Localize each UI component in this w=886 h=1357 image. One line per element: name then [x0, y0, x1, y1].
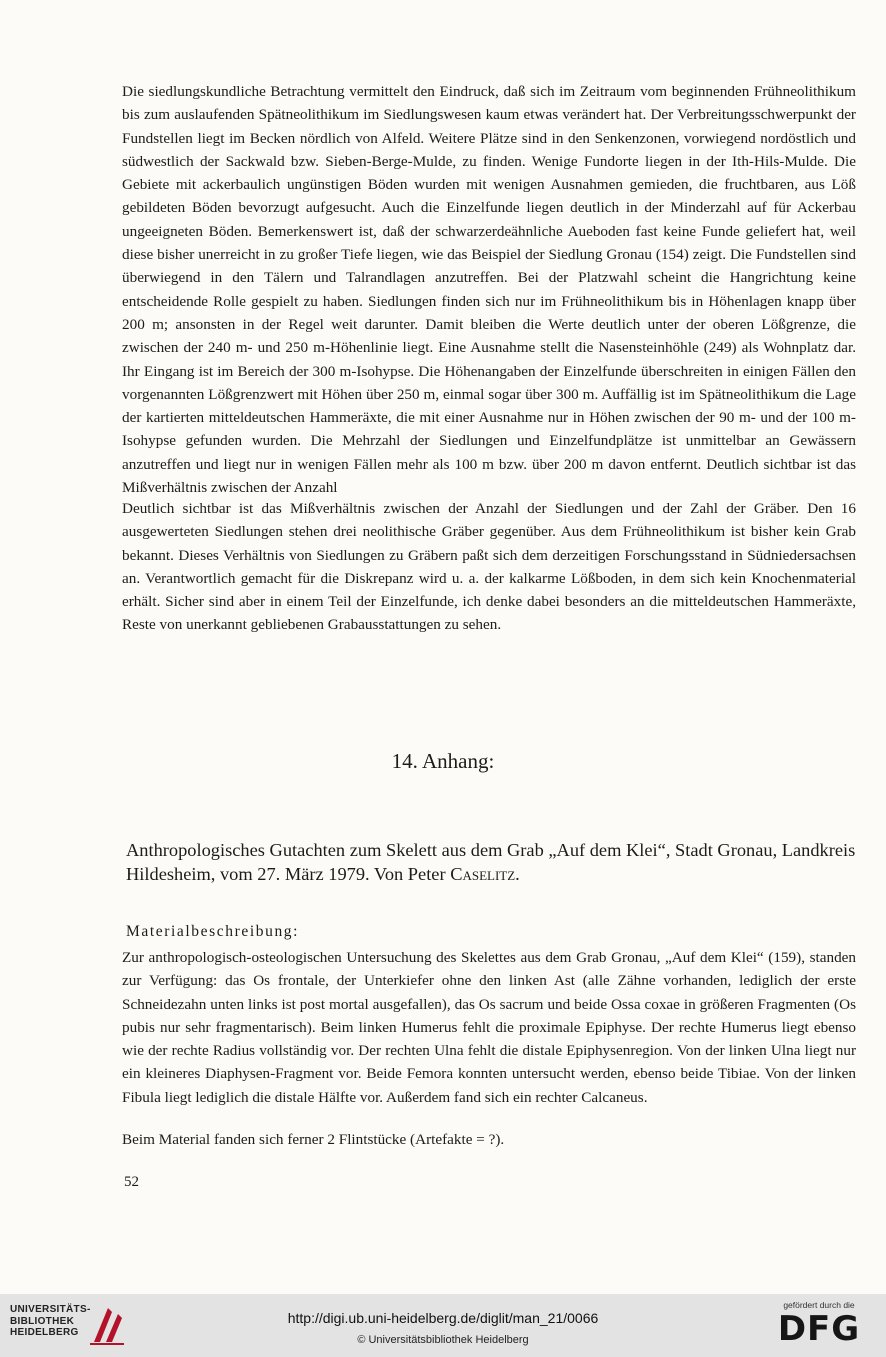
copyright-notice: © Universitätsbibliothek Heidelberg	[357, 1334, 529, 1346]
body-paragraph-2	[122, 497, 856, 637]
library-name-line: HEIDELBERG	[10, 1327, 79, 1338]
body-paragraph-4	[122, 1128, 856, 1151]
page-number: 52	[124, 1174, 139, 1190]
library-name-line: UNIVERSITÄTS-	[10, 1304, 91, 1315]
funding-note: gefördert durch die	[783, 1300, 855, 1310]
paragraph-text: Beim Material fanden sich ferner 2 Flintstücke (Artefakte = ?).	[122, 1131, 505, 1148]
paragraph-text: Deutlich sichtbar ist das Mißverhältnis zwischen der Anzahl der Siedlungen und der Zahl der Gräber. Den 16 ausgewerteten Siedlungen stehen drei neolithische Gräber gegenüber. Aus dem Frühneolithikum ist bisher kein Grab bekannt. Dieses Verhältnis von Siedlungen zu Gräbern paßt sich dem derzeitigen Forschungsstand in Südniedersachsen an. Verantwortlich gemacht für die Diskrepanz wird u. a. der kalkarme Lößboden, in dem sich kein Knochenmaterial erhält. Sicher sind aber in einem Teil der Einzelfunde, ich denke dabei besonders an die mitteldeutschen Hammeräxte, Reste von unerkannt gebliebenen Grabausstattungen zu sehen.	[122, 500, 856, 634]
subtitle-text: Anthropologisches Gutachten zum Skelett aus dem Grab „Auf dem Klei“, Stadt Gronau, Landkreis Hildesheim, vom 27. März 1979. Von Peter	[126, 840, 856, 884]
body-paragraph-3	[122, 946, 856, 1109]
subtitle-author: Caselitz.	[450, 864, 520, 884]
library-name-line: BIBLIOTHEK	[10, 1315, 75, 1327]
funding-logo	[764, 1300, 874, 1348]
appendix-subtitle	[126, 838, 866, 886]
paragraph-text: Zur anthropologisch-osteologischen Untersuchung des Skelettes aus dem Grab Gronau, „Auf dem Klei“ (159), standen zur Verfügung: das Os frontale, der Unterkiefer ohne den linken Ast (alle Zähne vorhanden, lediglich der erste Schneidezahn unten links ist post mortal ausgefallen), das Os sacrum und beide Ossa coxae in größeren Fragmenten (Os pubis nur sehr fragmentarisch). Beim linken Humerus fehlt die proximale Epiphyse. Der rechte Humerus liegt ebenso wie der rechte Radius vollständig vor. Der rechten Ulna fehlt die distale Epiphysenregion. Von der linken Ulna liegt nur ein kleineres Diaphysen-Fragment vor. Beide Femora konnten untersucht werden, ebenso beide Tibiae. Von der linken Fibula liegt lediglich die distale Hälfte vor. Außerdem fand sich ein rechter Calcaneus.	[122, 949, 856, 1106]
material-label: Materialbeschreibung:	[126, 923, 300, 940]
document-url-link[interactable]: http://digi.ub.uni-heidelberg.de/diglit/man_21/0066	[287, 1310, 599, 1326]
dfg-logo-text: DFG	[777, 1309, 861, 1349]
viewer-footer	[0, 1294, 886, 1357]
section-heading: 14. Anhang:	[391, 749, 495, 773]
body-paragraph-1	[122, 80, 856, 499]
paragraph-text: Die siedlungskundliche Betrachtung vermittelt den Eindruck, daß sich im Zeitraum vom beginnenden Frühneolithikum bis zum auslaufenden Spätneolithikum im Siedlungswesen kaum etwas verändert hat. Der Verbreitungsschwerpunkt der Fundstellen liegt im Becken nördlich von Alfeld. Weitere Plätze sind in den Senkenzonen, vorwiegend nordöstlich und südwestlich der Sackwald bzw. Sieben-Berge-Mulde, zu finden. Wenige Fundorte liegen in der Ith-Hils-Mulde. Die Gebiete mit ackerbaulich ungünstigen Böden wurden mit wenigen Ausnahmen gemieden, die fruchtbaren, aus Löß gebildeten Böden bevorzugt aufgesucht. Auch die Einzelfunde liegen deutlich in der Minderzahl auf für Ackerbau ungeeigneten Böden. Bemerkenswert ist, daß der schwarzerdeähnliche Aueboden fast keine Funde geliefert hat, weil diese bisher unerreicht in zu großer Tiefe liegen, wie das Beispiel der Siedlung Gronau (154) zeigt. Die Fundstellen sind überwiegend in den Tälern und Talrandlagen anzutreffen. Bei der Platzwahl scheint die Hangrichtung keine entscheidende Rolle gespielt zu haben. Siedlungen finden sich nur im Frühneolithikum bis in Höhenlagen knapp über 200 m; ansonsten in der Regel weit darunter. Damit bleiben die Werte deutlich unter der oberen Lößgrenze, die zwischen der 240 m- und 250 m-Höhenlinie liegt. Eine Ausnahme stellt die Nasensteinhöhle (249) als Wohnplatz dar. Ihr Eingang ist im Bereich der 300 m-Isohypse. Die Höhenangaben der Einzelfunde überschreiten in einigen Fällen den vorgenannten Lößgrenzwert mit Höhen über 250 m, einmal sogar über 300 m. Auffällig ist im Spätneolithikum die Lage der kartierten mitteldeutschen Hammeräxte, die mit einer Ausnahme nur in Höhen zwischen der 90 m- und der 100 m-Isohypse gefunden wurden. Die Mehrzahl der Siedlungen und Einzelfundplätze ist unmittelbar an Gewässern anzutreffen und liegt nur in wenigen Fällen mehr als 100 m bzw. über 200 m davon entfernt. Deutlich sichtbar ist das Mißverhältnis zwischen der Anzahl	[122, 83, 856, 497]
